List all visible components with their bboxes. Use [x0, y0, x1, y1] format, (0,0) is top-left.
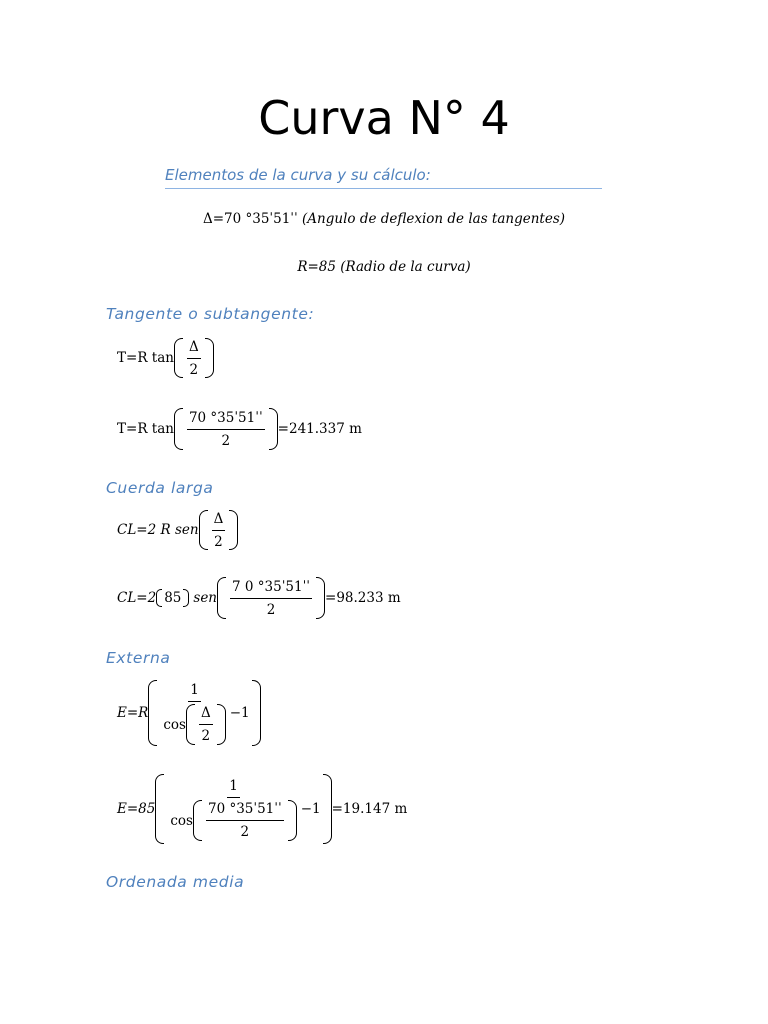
delta-over-two — [199, 704, 213, 745]
numerator: 7 0 °35ˈ51ˈˈ — [230, 578, 312, 599]
minus-one: −1 — [300, 801, 321, 817]
paren-right — [288, 800, 297, 841]
delta-over-two — [212, 510, 226, 551]
paren-right — [205, 338, 214, 378]
radius-equation — [0, 258, 768, 276]
chord-result: =98.233 m — [325, 590, 401, 606]
tangent-calculation — [117, 408, 362, 450]
denominator: 2 — [221, 432, 231, 449]
chord-lhs2: CL=2 — [117, 590, 157, 606]
chord-formula — [117, 510, 238, 550]
middle-ordinate-heading: Ordenada media — [106, 873, 245, 891]
radius-note: (Radio de la curva) — [340, 259, 471, 275]
numerator: 1 — [227, 777, 240, 798]
denominator — [161, 702, 227, 745]
paren-left — [174, 338, 183, 378]
paren-left — [155, 774, 164, 844]
denominator: 2 — [201, 728, 211, 744]
external-lhs: E=R — [117, 705, 149, 721]
paren-right — [316, 577, 325, 619]
minus-one: −1 — [229, 705, 250, 721]
paren-left — [217, 577, 226, 619]
one-over-cos — [168, 777, 298, 841]
paren-right — [229, 510, 238, 550]
paren-right — [217, 704, 226, 745]
paren-left — [156, 589, 162, 607]
paren-right — [269, 408, 278, 450]
paren-right — [252, 680, 261, 746]
delta-note: (Angulo de deflexion de las tangentes) — [302, 211, 566, 227]
paren-left — [174, 408, 183, 450]
external-lhs2: E=85 — [117, 801, 156, 817]
tangent-lhs: T=R tan — [117, 350, 174, 366]
numerator: Δ — [199, 704, 213, 725]
external-formula — [117, 680, 261, 746]
external-heading: Externa — [106, 649, 171, 667]
tangent-formula — [117, 338, 214, 378]
external-result: =19.147 m — [331, 801, 408, 817]
paren-left — [186, 704, 195, 745]
numerator: Δ — [212, 510, 226, 531]
chord-calculation — [117, 577, 401, 619]
paren-left — [148, 680, 157, 746]
delta-equation — [0, 210, 768, 228]
delta-over-two — [187, 338, 201, 379]
one-over-cos — [161, 681, 227, 745]
delta-value: Δ=70 °35ˈ51ˈˈ — [202, 211, 298, 227]
external-calculation — [117, 774, 407, 844]
radius-value: R=85 — [297, 259, 336, 275]
tangent-lhs: T=R tan — [117, 421, 174, 437]
denominator: 2 — [266, 601, 276, 618]
denominator — [168, 798, 298, 841]
cos-label: cos — [170, 812, 193, 829]
numerator: 1 — [188, 681, 201, 702]
angle-over-two — [230, 578, 312, 619]
chord-heading: Cuerda larga — [106, 479, 214, 497]
numerator: Δ — [187, 338, 201, 359]
angle-over-two — [206, 800, 284, 841]
cos-label: cos — [163, 716, 186, 733]
paren-left — [193, 800, 202, 841]
tangent-result: =241.337 m — [277, 421, 362, 437]
heading-underline — [165, 188, 602, 189]
tangent-heading: Tangente o subtangente: — [106, 305, 315, 323]
paren-right — [183, 589, 189, 607]
numerator: 70 °35ˈ51ˈˈ — [206, 800, 284, 821]
numerator: 70 °35ˈ51ˈˈ — [187, 409, 265, 430]
chord-sen: sen — [193, 590, 218, 606]
paren-right — [323, 774, 332, 844]
page-title: Curva N° 4 — [258, 91, 510, 145]
denominator: 2 — [189, 361, 199, 378]
denominator: 2 — [214, 533, 223, 550]
chord-radius: 85 — [164, 590, 182, 606]
chord-lhs: CL=2 R sen — [117, 522, 199, 538]
denominator: 2 — [240, 824, 250, 840]
elements-heading: Elementos de la curva y su cálculo: — [165, 166, 431, 184]
angle-over-two — [187, 409, 265, 450]
paren-left — [199, 510, 208, 550]
